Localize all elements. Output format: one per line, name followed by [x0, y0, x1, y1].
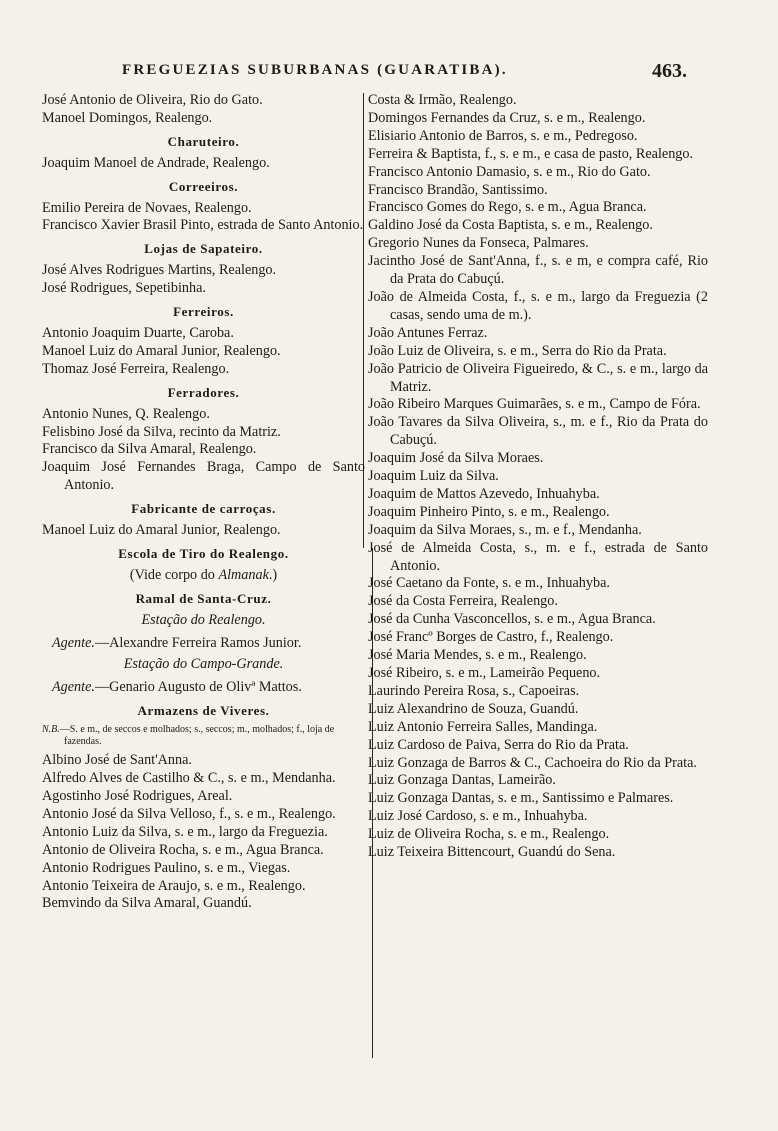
list-item: José Maria Mendes, s. e m., Realengo.: [368, 647, 587, 664]
list-item: Antonio de Oliveira Rocha, s. e m., Agua Branca.: [42, 841, 324, 858]
list-item: João de Almeida Costa, f., s. e m., largo da Freguezia (2 casas, sendo uma de m.).: [368, 288, 708, 323]
list-item: Thomaz José Ferreira, Realengo.: [42, 360, 230, 377]
agent-name: —Alexandre Ferreira Ramos Junior.: [94, 634, 302, 651]
list-item: Agostinho José Rodrigues, Areal.: [42, 788, 233, 804]
list-item: José Ribeiro, s. e m., Lameirão Pequeno.: [368, 665, 601, 681]
list-item: Ferreira & Baptista, f., s. e m., e casa de pasto, Realengo.: [368, 145, 694, 162]
agent-campo-grande: [42, 679, 365, 697]
list-item: Antonio Luiz da Silva, s. e m., largo da Freguezia.: [42, 823, 328, 840]
section-heading-ramal-santa-cruz: Ramal de Santa-Cruz.: [135, 590, 272, 606]
section-heading-armazens-viveres: Armazens de Viveres.: [137, 703, 270, 719]
list-item: Francisco Gomes do Rego, s. e m., Agua Branca.: [368, 199, 647, 216]
list-item: João Ribeiro Marques Guimarães, s. e m., Campo de Fóra.: [368, 396, 701, 413]
list-item: José Caetano da Fonte, s. e m., Inhuahyba.: [368, 575, 610, 592]
list-item: Emilio Pereira de Novaes, Realengo.: [42, 199, 252, 216]
list-item: José da Cunha Vasconcellos, s. e m., Agua Branca.: [368, 611, 656, 628]
list-item: Luiz José Cardoso, s. e m., Inhuahyba.: [368, 808, 588, 825]
list-item: Luiz Gonzaga Dantas, Lameirão.: [368, 772, 556, 789]
list-item: Francisco Xavier Brasil Pinto, estrada de Santo Antonio.: [42, 217, 364, 234]
list-item: Luiz de Oliveira Rocha, s. e m., Realengo.: [368, 826, 610, 843]
note-text: —S. e m., de seccos e molhados; s., seccos; m., molhados; f., loja de fazendas.: [59, 724, 335, 748]
list-item: José Alves Rodrigues Martins, Realengo.: [42, 262, 277, 279]
list-item: José Rodrigues, Sepetibinha.: [42, 280, 206, 297]
list-item: Costa & Irmão, Realengo.: [368, 92, 517, 108]
agent-realengo: [42, 635, 365, 653]
list-item: José da Costa Ferreira, Realengo.: [368, 593, 558, 610]
section-heading-charuteiro: Charuteiro.: [167, 133, 240, 149]
section-heading-fabricante-carrocas: Fabricante de carroças.: [131, 501, 276, 517]
list-item: Gregorio Nunes da Fonseca, Palmares.: [368, 235, 589, 252]
left-column: [42, 92, 365, 913]
note-suffix: .): [268, 566, 278, 583]
list-item: Jacintho José de Sant'Anna, f., s. e m, e compra café, Rio da Prata do Cabuçú.: [368, 253, 708, 288]
list-item: Manoel Luiz do Amaral Junior, Realengo.: [42, 522, 281, 539]
list-item: Luiz Gonzaga de Barros & C., Cachoeira do Rio da Prata.: [368, 754, 697, 771]
escola-tiro-note: [42, 567, 365, 585]
list-item: Antonio Teixeira de Araujo, s. e m., Realengo.: [42, 877, 306, 894]
list-item: José Francº Borges de Castro, f., Realengo.: [368, 629, 614, 646]
section-heading-ferreiros: Ferreiros.: [173, 304, 234, 320]
list-item: Manoel Luiz do Amaral Junior, Realengo.: [42, 342, 281, 359]
list-item: Joaquim da Silva Moraes, s., m. e f., Mendanha.: [368, 521, 642, 538]
list-item: José Antonio de Oliveira, Rio do Gato.: [42, 92, 263, 108]
list-item: Albino José de Sant'Anna.: [42, 752, 192, 769]
agent-name: —Genario Augusto de Olivª Mattos.: [94, 679, 302, 696]
list-item: Luiz Gonzaga Dantas, s. e m., Santissimo e Palmares.: [368, 790, 674, 807]
list-item: João Antunes Ferraz.: [368, 324, 488, 341]
list-item: João Luiz de Oliveira, s. e m., Serra do Rio da Prata.: [368, 342, 667, 359]
right-column: [368, 92, 708, 862]
list-item: Elisiario Antonio de Barros, s. e m., Pedregoso.: [368, 127, 638, 144]
list-item: Domingos Fernandes da Cruz, s. e m., Realengo.: [368, 109, 646, 126]
list-item: Francisco Brandão, Santissimo.: [368, 181, 548, 198]
list-item: Francisco Antonio Damasio, s. e m., Rio do Gato.: [368, 163, 651, 180]
list-item: Luiz Alexandrino de Souza, Guandú.: [368, 700, 579, 717]
list-item: Antonio Joaquim Duarte, Caroba.: [42, 324, 234, 341]
list-item: João Patricio de Oliveira Figueiredo, & C., s. e m., largo da Matriz.: [368, 360, 708, 395]
list-item: Felisbino José da Silva, recinto da Matriz.: [42, 423, 281, 440]
note-prefix: (Vide corpo do: [129, 566, 219, 583]
section-heading-ferradores: Ferradores.: [167, 384, 240, 400]
agent-role: Agente.: [52, 679, 95, 696]
station-realengo: Estação do Realengo.: [141, 611, 266, 628]
note-italic: Almanak: [218, 566, 269, 583]
list-item: Antonio Rodrigues Paulino, s. e m., Viegas.: [42, 859, 291, 876]
section-heading-escola-tiro: Escola de Tiro do Realengo.: [118, 545, 289, 561]
list-item: Antonio Nunes, Q. Realengo.: [42, 405, 210, 422]
section-heading-correeiros: Correeiros.: [168, 178, 239, 194]
list-item: Joaquim José da Silva Moraes.: [368, 450, 544, 467]
page-number: 463.: [652, 60, 687, 82]
list-item: Luiz Teixeira Bittencourt, Guandú do Sena.: [368, 844, 616, 861]
list-item: Antonio José da Silva Velloso, f., s. e m., Realengo.: [42, 805, 336, 822]
list-item: Alfredo Alves de Castilho & C., s. e m., Mendanha.: [42, 770, 336, 787]
section-heading-lojas-sapateiro: Lojas de Sapateiro.: [144, 241, 263, 257]
abbreviations-note: [42, 724, 365, 748]
list-item: Joaquim Manoel de Andrade, Realengo.: [42, 154, 270, 171]
page-header: [40, 62, 740, 88]
agent-role: Agente.: [52, 634, 95, 651]
list-item: Luiz Cardoso de Paiva, Serra do Rio da Prata.: [368, 736, 629, 753]
note-label: N.B.: [42, 724, 60, 736]
list-item: Laurindo Pereira Rosa, s., Capoeiras.: [368, 682, 580, 699]
running-title: FREGUEZIAS SUBURBANAS (GUARATIBA).: [122, 62, 508, 78]
list-item: Galdino José da Costa Baptista, s. e m., Realengo.: [368, 217, 653, 234]
list-item: João Tavares da Silva Oliveira, s., m. e f., Rio da Prata do Cabuçú.: [368, 414, 708, 449]
list-item: Manoel Domingos, Realengo.: [42, 109, 213, 126]
list-item: Joaquim José Fernandes Braga, Campo de Santo Antonio.: [42, 459, 365, 494]
list-item: Luiz Antonio Ferreira Salles, Mandinga.: [368, 718, 598, 735]
list-item: Joaquim de Mattos Azevedo, Inhuahyba.: [368, 485, 600, 502]
list-item: Bemvindo da Silva Amaral, Guandú.: [42, 895, 252, 912]
list-item: José de Almeida Costa, s., m. e f., estrada de Santo Antonio.: [368, 539, 708, 574]
list-item: Joaquim Luiz da Silva.: [368, 468, 499, 485]
list-item: Joaquim Pinheiro Pinto, s. e m., Realengo.: [368, 503, 610, 520]
station-campo-grande: Estação do Campo-Grande.: [123, 656, 284, 673]
list-item: Francisco da Silva Amaral, Realengo.: [42, 441, 257, 458]
